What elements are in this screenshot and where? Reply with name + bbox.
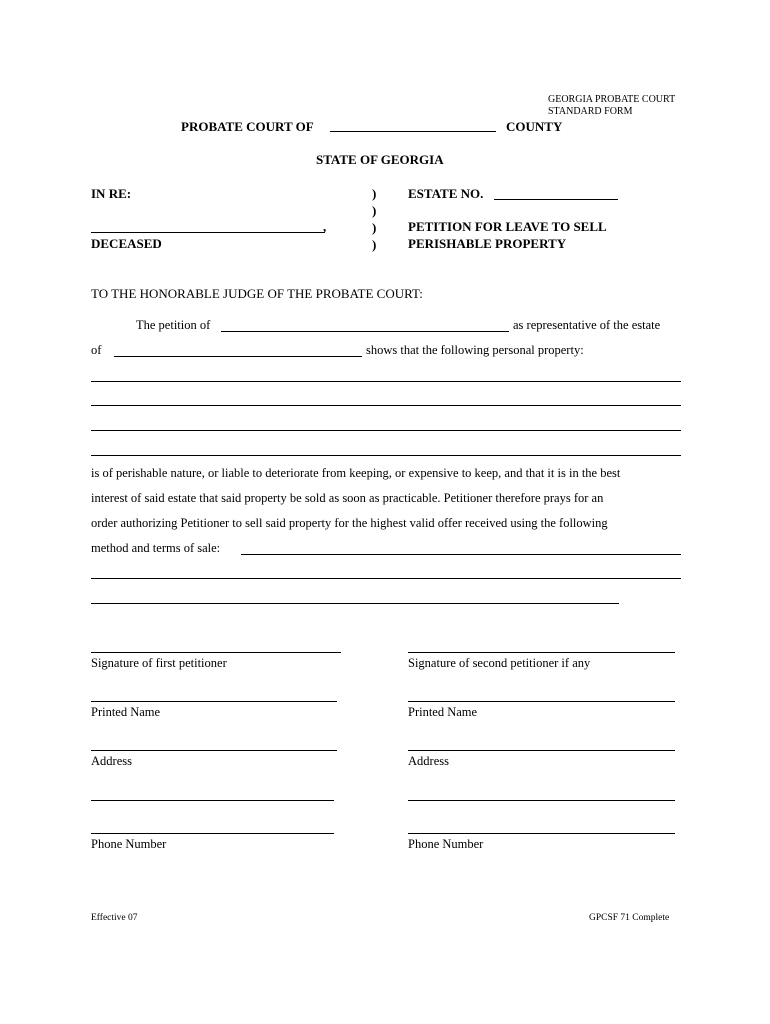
second-printed-name-line[interactable] [408, 701, 675, 702]
first-address-line-2[interactable] [91, 800, 334, 801]
decedent-name-blank[interactable] [91, 232, 325, 233]
second-signature-label: Signature of second petitioner if any [408, 656, 591, 670]
estate-no-label: ESTATE NO. [408, 186, 484, 201]
first-printed-name-line[interactable] [91, 701, 337, 702]
property-line-1[interactable] [91, 381, 681, 382]
petitioner-name-blank[interactable] [221, 331, 509, 332]
caption-paren-1: ) [372, 186, 377, 201]
of-label: of [91, 343, 102, 357]
footer-form-code: GPCSF 71 Complete [589, 913, 670, 923]
salutation: TO THE HONORABLE JUDGE OF THE PROBATE COURT: [91, 286, 423, 301]
caption-comma: , [323, 219, 327, 234]
first-phone-line[interactable] [91, 833, 334, 834]
second-phone-line[interactable] [408, 833, 675, 834]
property-line-2[interactable] [91, 405, 681, 406]
caption-paren-4: ) [372, 237, 377, 252]
method-terms-blank[interactable] [241, 554, 681, 555]
in-re-label: IN RE: [91, 186, 132, 201]
paragraph-line-1: is of perishable nature, or liable to deteriorate from keeping, or expensive to keep, and that it is in the best [91, 466, 621, 480]
caption-paren-2: ) [372, 203, 377, 218]
petition-title-line2: PERISHABLE PROPERTY [408, 236, 567, 251]
court-prefix: PROBATE COURT OF [181, 119, 314, 134]
second-address-line-2[interactable] [408, 800, 675, 801]
footer-effective: Effective 07 [91, 913, 138, 923]
second-address-line[interactable] [408, 750, 675, 751]
caption-paren-3: ) [372, 220, 377, 235]
second-phone-label: Phone Number [408, 837, 484, 851]
property-line-4[interactable] [91, 455, 681, 456]
method-terms-line-2[interactable] [91, 578, 681, 579]
petition-title-line1: PETITION FOR LEAVE TO SELL [408, 219, 607, 234]
paragraph-line-3: order authorizing Petitioner to sell said property for the highest valid offer received using the following [91, 516, 608, 530]
second-address-label: Address [408, 754, 449, 768]
state-title: STATE OF GEORGIA [316, 152, 444, 167]
property-line-3[interactable] [91, 430, 681, 431]
shows-that-label: shows that the following personal property: [366, 343, 584, 357]
first-signature-label: Signature of first petitioner [91, 656, 227, 670]
estate-no-blank[interactable] [494, 199, 618, 200]
method-terms-line-3[interactable] [91, 603, 619, 604]
first-address-line[interactable] [91, 750, 337, 751]
as-representative-label: as representative of the estate [513, 318, 661, 332]
first-phone-label: Phone Number [91, 837, 167, 851]
deceased-label: DECEASED [91, 236, 162, 251]
first-address-label: Address [91, 754, 132, 768]
second-printed-name-label: Printed Name [408, 705, 478, 719]
first-printed-name-label: Printed Name [91, 705, 161, 719]
method-terms-label: method and terms of sale: [91, 541, 221, 555]
first-signature-line[interactable] [91, 652, 341, 653]
petition-of-label: The petition of [136, 318, 211, 332]
county-blank[interactable] [330, 131, 496, 132]
form-header-line1: GEORGIA PROBATE COURT [548, 94, 676, 105]
paragraph-line-2: interest of said estate that said property be sold as soon as practicable. Petitioner therefore prays for an [91, 491, 604, 505]
estate-of-blank[interactable] [114, 356, 362, 357]
second-signature-line[interactable] [408, 652, 675, 653]
form-header-line2: STANDARD FORM [548, 106, 633, 117]
court-suffix: COUNTY [506, 119, 563, 134]
